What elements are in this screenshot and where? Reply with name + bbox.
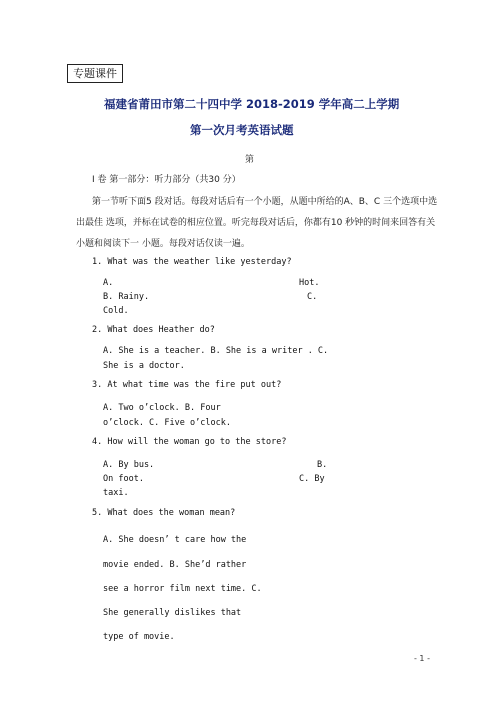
question-stem: 1. What was the weather like yesterday? — [92, 257, 292, 267]
section-label: 第 — [245, 155, 255, 165]
option-text: A. Two o’clock. B. Four — [103, 403, 221, 413]
option-text: A. She is a teacher. B. She is a writer . C. — [103, 346, 329, 356]
instruction-line: 第一节听下面5 段对话。每段对话后有一个小题，从题中所给的A、B、C 三个选项中选 — [92, 197, 438, 207]
part-heading: I 卷 第一部分：听力部分（共30 分） — [92, 175, 241, 185]
option-text: taxi. — [103, 488, 129, 498]
option-text: Cold. — [103, 306, 129, 316]
option-text: see a horror film next time. C. — [103, 584, 262, 594]
option-text: A. By bus. — [103, 460, 155, 470]
page-number: - 1 - — [414, 654, 430, 663]
option-text: She generally dislikes that — [103, 608, 242, 618]
option-text: o’clock. C. Five o’clock. — [103, 418, 231, 428]
question-stem: 4. How will the woman go to the store? — [92, 437, 287, 447]
document-title-line-2: 第一次月考英语试题 — [190, 123, 294, 137]
question-stem: 2. What does Heather do? — [92, 325, 215, 335]
option-text: A. She doesn’ t care how the — [103, 535, 247, 545]
option-text: Hot. — [299, 278, 320, 288]
document-title-line-1: 福建省莆田市第二十四中学 2018-2019 学年高二上学期 — [104, 97, 400, 111]
option-text: movie ended. B. She’d rather — [103, 560, 247, 570]
option-text: On foot. — [103, 474, 144, 484]
instruction-line: 出最佳 选项，并标在试卷的相应位置。听完每段对话后，你都有10 秒钟的时间来回答有关 — [76, 218, 436, 228]
option-text: type of movie. — [103, 632, 175, 642]
question-stem: 5. What does the woman mean? — [92, 508, 236, 518]
topic-courseware-tag: 专题课件 — [67, 64, 123, 83]
option-text: C. By — [299, 474, 325, 484]
option-text: B. — [317, 460, 328, 470]
question-stem: 3. At what time was the fire put out? — [92, 380, 282, 390]
option-text: She is a doctor. — [103, 361, 185, 371]
option-text: A. — [103, 278, 114, 288]
option-text: B. Rainy. — [103, 292, 150, 302]
option-text: C. — [307, 292, 318, 302]
instruction-line: 小题和阅读下一 小题。每段对话仅读一遍。 — [76, 239, 250, 249]
